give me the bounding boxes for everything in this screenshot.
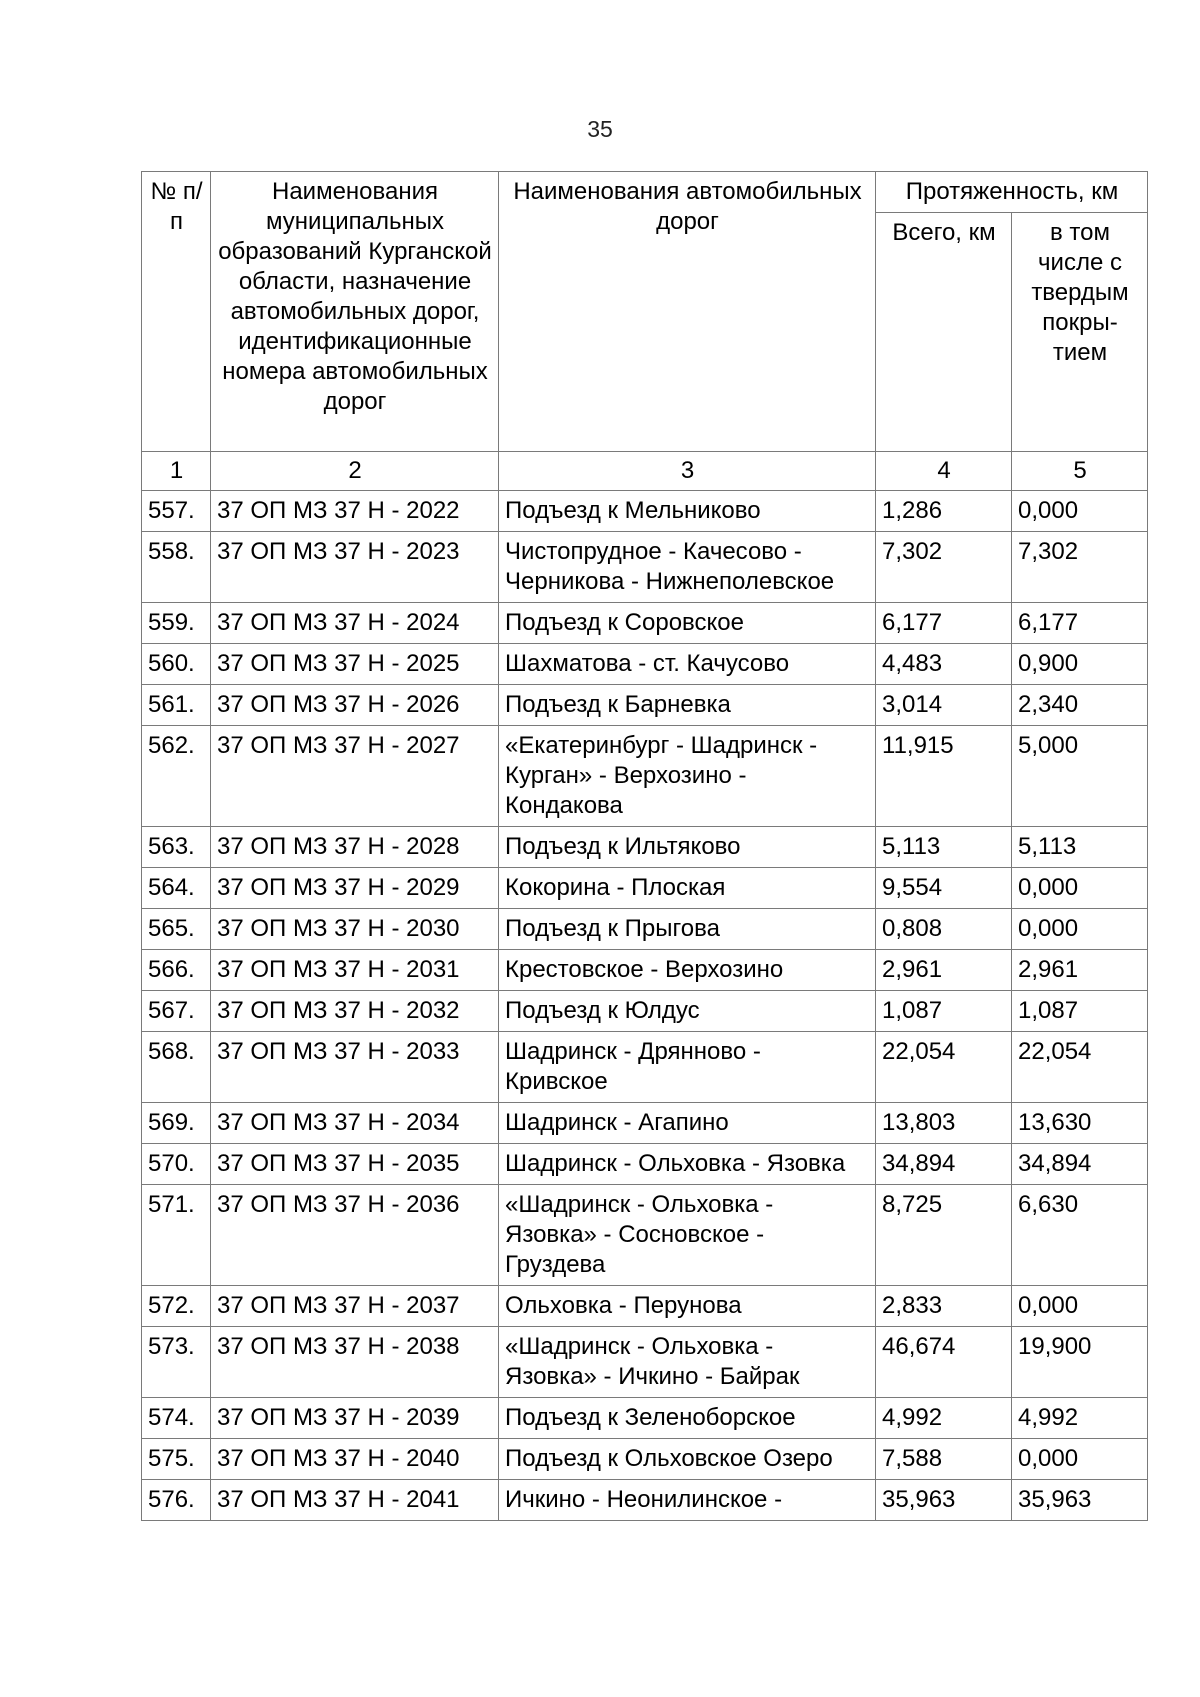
length-hard-surface: 19,900	[1012, 1327, 1148, 1398]
row-number: 559.	[142, 603, 211, 644]
road-name: Ичкино - Неонилинское -	[499, 1480, 876, 1521]
length-hard-surface: 35,963	[1012, 1480, 1148, 1521]
column-number: 3	[499, 452, 876, 491]
length-total: 22,054	[876, 1032, 1012, 1103]
road-id: 37 ОП МЗ 37 Н - 2041	[211, 1480, 499, 1521]
header-row-number: № п/п	[142, 172, 211, 452]
length-total: 35,963	[876, 1480, 1012, 1521]
table-row	[142, 1286, 1148, 1327]
row-number: 557.	[142, 491, 211, 532]
row-number: 572.	[142, 1286, 211, 1327]
length-hard-surface: 4,992	[1012, 1398, 1148, 1439]
road-name: Шадринск - Агапино	[499, 1103, 876, 1144]
table-row	[142, 1327, 1148, 1398]
road-name: Подъезд к Соровское	[499, 603, 876, 644]
column-number: 5	[1012, 452, 1148, 491]
length-hard-surface: 0,000	[1012, 491, 1148, 532]
header-length-total: Всего, км	[876, 213, 1012, 452]
row-number: 562.	[142, 726, 211, 827]
length-hard-surface: 0,000	[1012, 1439, 1148, 1480]
table-row	[142, 909, 1148, 950]
length-total: 0,808	[876, 909, 1012, 950]
row-number: 575.	[142, 1439, 211, 1480]
row-number: 565.	[142, 909, 211, 950]
length-hard-surface: 6,177	[1012, 603, 1148, 644]
road-id: 37 ОП МЗ 37 Н - 2038	[211, 1327, 499, 1398]
length-total: 1,286	[876, 491, 1012, 532]
row-number: 563.	[142, 827, 211, 868]
table-row	[142, 1480, 1148, 1521]
road-id: 37 ОП МЗ 37 Н - 2024	[211, 603, 499, 644]
road-id: 37 ОП МЗ 37 Н - 2030	[211, 909, 499, 950]
length-total: 46,674	[876, 1327, 1012, 1398]
table-row	[142, 1144, 1148, 1185]
road-id: 37 ОП МЗ 37 Н - 2039	[211, 1398, 499, 1439]
row-number: 573.	[142, 1327, 211, 1398]
table-row	[142, 532, 1148, 603]
road-id: 37 ОП МЗ 37 Н - 2029	[211, 868, 499, 909]
road-name: Подъезд к Ильтяково	[499, 827, 876, 868]
length-hard-surface: 0,000	[1012, 868, 1148, 909]
table-row	[142, 685, 1148, 726]
table-row	[142, 868, 1148, 909]
road-id: 37 ОП МЗ 37 Н - 2022	[211, 491, 499, 532]
row-number: 568.	[142, 1032, 211, 1103]
table-row	[142, 827, 1148, 868]
road-name: Подъезд к Зеленоборское	[499, 1398, 876, 1439]
row-number: 566.	[142, 950, 211, 991]
table-row	[142, 644, 1148, 685]
road-id: 37 ОП МЗ 37 Н - 2037	[211, 1286, 499, 1327]
row-number: 567.	[142, 991, 211, 1032]
length-hard-surface: 6,630	[1012, 1185, 1148, 1286]
road-name: «Екатеринбург - Шадринск - Курган» - Верхозино - Кондакова	[499, 726, 876, 827]
length-total: 7,302	[876, 532, 1012, 603]
length-hard-surface: 1,087	[1012, 991, 1148, 1032]
length-hard-surface: 13,630	[1012, 1103, 1148, 1144]
road-id: 37 ОП МЗ 37 Н - 2025	[211, 644, 499, 685]
length-total: 6,177	[876, 603, 1012, 644]
length-total: 4,992	[876, 1398, 1012, 1439]
road-name: Кокорина - Плоская	[499, 868, 876, 909]
header-road-name: Наименования автомобильных дорог	[499, 172, 876, 452]
length-hard-surface: 5,000	[1012, 726, 1148, 827]
road-id: 37 ОП МЗ 37 Н - 2035	[211, 1144, 499, 1185]
table-row	[142, 1439, 1148, 1480]
table-row	[142, 1185, 1148, 1286]
length-total: 5,113	[876, 827, 1012, 868]
road-id: 37 ОП МЗ 37 Н - 2027	[211, 726, 499, 827]
road-id: 37 ОП МЗ 37 Н - 2031	[211, 950, 499, 991]
length-total: 4,483	[876, 644, 1012, 685]
row-number: 560.	[142, 644, 211, 685]
table-header	[142, 172, 1148, 491]
road-name: Подъезд к Барневка	[499, 685, 876, 726]
table-row	[142, 491, 1148, 532]
length-total: 9,554	[876, 868, 1012, 909]
row-number: 558.	[142, 532, 211, 603]
row-number: 571.	[142, 1185, 211, 1286]
row-number: 561.	[142, 685, 211, 726]
road-name: Шадринск - Дрянново - Кривское	[499, 1032, 876, 1103]
road-id: 37 ОП МЗ 37 Н - 2033	[211, 1032, 499, 1103]
road-name: «Шадринск - Ольховка - Язовка» - Ичкино - Байрак	[499, 1327, 876, 1398]
row-number: 574.	[142, 1398, 211, 1439]
row-number: 570.	[142, 1144, 211, 1185]
length-hard-surface: 0,000	[1012, 1286, 1148, 1327]
length-hard-surface: 34,894	[1012, 1144, 1148, 1185]
length-total: 7,588	[876, 1439, 1012, 1480]
road-id: 37 ОП МЗ 37 Н - 2040	[211, 1439, 499, 1480]
length-total: 2,961	[876, 950, 1012, 991]
road-id: 37 ОП МЗ 37 Н - 2023	[211, 532, 499, 603]
length-total: 11,915	[876, 726, 1012, 827]
road-name: Подъезд к Юлдус	[499, 991, 876, 1032]
column-number: 4	[876, 452, 1012, 491]
row-number: 564.	[142, 868, 211, 909]
road-name: Шадринск - Ольховка - Язовка	[499, 1144, 876, 1185]
length-hard-surface: 0,900	[1012, 644, 1148, 685]
road-name: Крестовское - Верхозино	[499, 950, 876, 991]
table-body	[142, 491, 1148, 1521]
road-name: «Шадринск - Ольховка - Язовка» - Сосновское - Груздева	[499, 1185, 876, 1286]
road-id: 37 ОП МЗ 37 Н - 2036	[211, 1185, 499, 1286]
row-number: 569.	[142, 1103, 211, 1144]
length-hard-surface: 2,340	[1012, 685, 1148, 726]
column-number: 2	[211, 452, 499, 491]
table-row	[142, 950, 1148, 991]
column-numbers-row	[142, 452, 1148, 491]
header-length-hard-surface: в том числе с твердым покры-тием	[1012, 213, 1148, 452]
page-number: 35	[587, 116, 613, 142]
road-id: 37 ОП МЗ 37 Н - 2032	[211, 991, 499, 1032]
road-name: Чистопрудное - Качесово - Черникова - Нижнеполевское	[499, 532, 876, 603]
table-row	[142, 1103, 1148, 1144]
row-number: 576.	[142, 1480, 211, 1521]
table-row	[142, 991, 1148, 1032]
length-hard-surface: 7,302	[1012, 532, 1148, 603]
header-municipality: Наименования муниципальных образований Курганской области, назначение автомобильных дорог, идентификационные номера автомобильных дорог	[211, 172, 499, 452]
header-length: Протяженность, км	[876, 172, 1148, 213]
road-name: Ольховка - Перунова	[499, 1286, 876, 1327]
length-total: 8,725	[876, 1185, 1012, 1286]
length-hard-surface: 22,054	[1012, 1032, 1148, 1103]
length-total: 3,014	[876, 685, 1012, 726]
table-row	[142, 603, 1148, 644]
length-hard-surface: 5,113	[1012, 827, 1148, 868]
length-hard-surface: 2,961	[1012, 950, 1148, 991]
table-row	[142, 1398, 1148, 1439]
table-row	[142, 1032, 1148, 1103]
road-name: Подъезд к Прыгова	[499, 909, 876, 950]
road-id: 37 ОП МЗ 37 Н - 2026	[211, 685, 499, 726]
length-hard-surface: 0,000	[1012, 909, 1148, 950]
length-total: 1,087	[876, 991, 1012, 1032]
length-total: 34,894	[876, 1144, 1012, 1185]
road-id: 37 ОП МЗ 37 Н - 2034	[211, 1103, 499, 1144]
road-name: Подъезд к Мельниково	[499, 491, 876, 532]
roads-table	[141, 171, 1148, 1521]
road-name: Шахматова - ст. Качусово	[499, 644, 876, 685]
road-id: 37 ОП МЗ 37 Н - 2028	[211, 827, 499, 868]
road-name: Подъезд к Ольховское Озеро	[499, 1439, 876, 1480]
length-total: 2,833	[876, 1286, 1012, 1327]
table-row	[142, 726, 1148, 827]
column-number: 1	[142, 452, 211, 491]
length-total: 13,803	[876, 1103, 1012, 1144]
